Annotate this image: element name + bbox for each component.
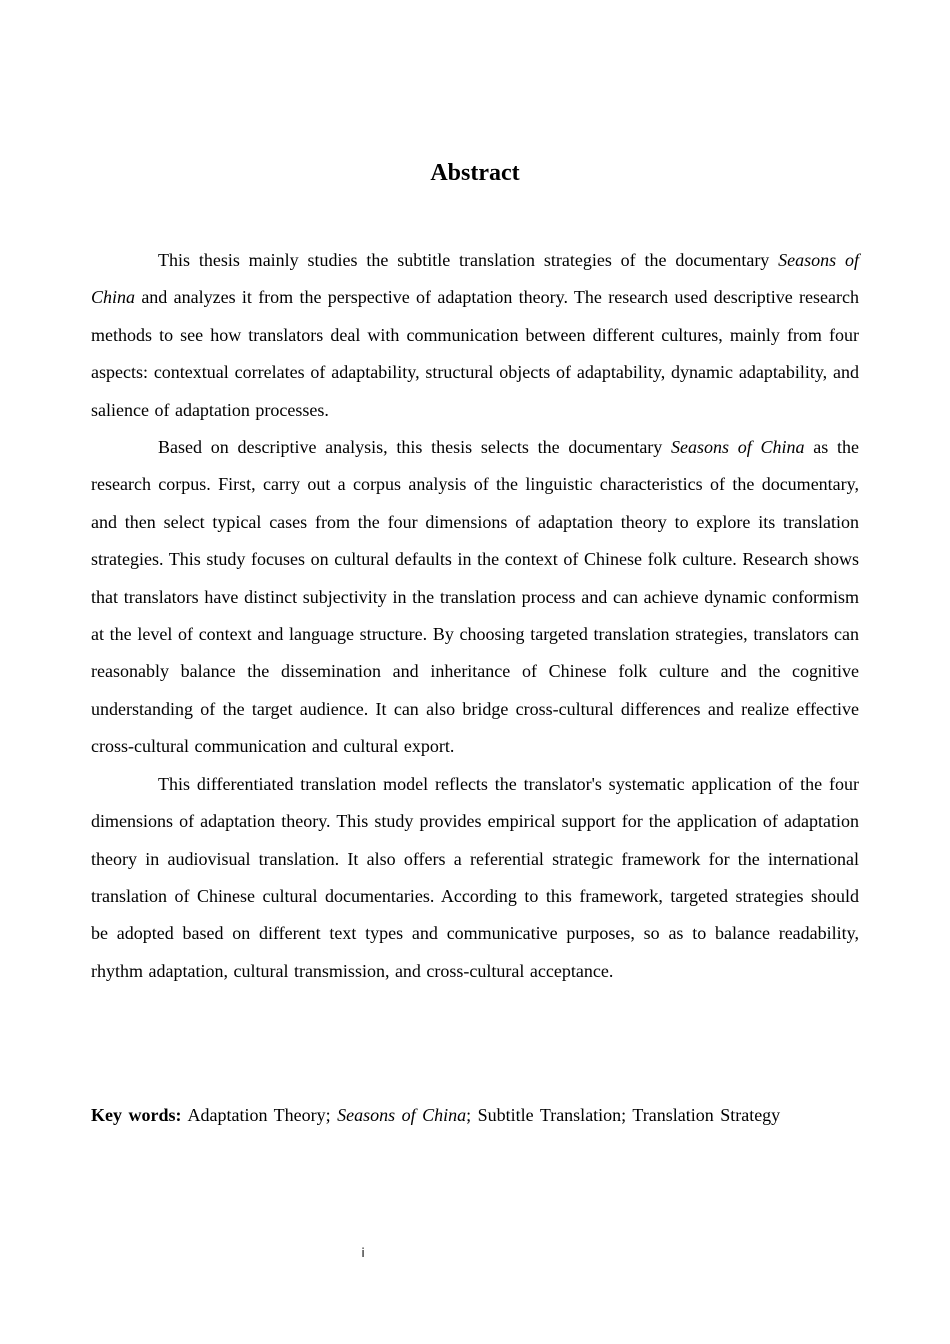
keywords-italic-title: Seasons of China [337, 1105, 467, 1125]
paragraph-2-text-end: as the research corpus. First, carry out a corpus analysis of the linguistic characteristics of the documentary, and then select typical cases from the four dimensions of adaptation theory to explore its translation strategies. This study focuses on cultural defaults in the context of Chinese folk culture. Research shows that translators have distinct subjectivity in the translation process and can achieve dynamic conformism at the level of context and language structure. By choosing targeted translation strategies, translators can reasonably balance the dissemination and inheritance of Chinese folk culture and the cognitive understanding of the target audience. It can also bridge cross-cultural differences and realize effective cross-cultural communication and cultural export. [91, 437, 860, 757]
page-title: Abstract [430, 160, 520, 186]
keywords-line [91, 1098, 871, 1132]
paragraph-2-italic-title: Seasons of China [671, 437, 805, 458]
paragraph-2 [91, 429, 859, 766]
paragraph-1 [91, 242, 859, 429]
paragraph-3 [91, 766, 859, 990]
paragraph-3-text: This differentiated translation model reflects the translator's systematic application of the four dimensions of adaptation theory. This study provides empirical support for the application of adaptation theory in audiovisual translation. It also offers a referential strategic framework for the international translation of Chinese cultural documentaries. According to this framework, targeted strategies should be adopted based on different text types and communicative purposes, so as to balance readability, rhythm adaptation, cultural transmission, and cross-cultural acceptance. [91, 773, 859, 981]
page-number: i [361, 1246, 365, 1260]
paragraph-1-italic-title: Seasons of China [91, 250, 859, 308]
abstract-body [91, 242, 859, 990]
paragraph-1-text-start: This thesis mainly studies the subtitle translation strategies of the documentary [158, 250, 779, 270]
keywords-text-start: Adaptation Theory; [187, 1105, 338, 1125]
paragraph-1-text-end: and analyzes it from the perspective of adaptation theory. The research used descriptive research methods to see how translators deal with communication between different cultures, mainly from four aspects: contextual correlates of adaptability, structural objects of adaptability, dynamic adaptability, and salience of adaptation processes. [91, 287, 859, 420]
keywords-label: Key words: [91, 1105, 182, 1125]
keywords-text-end: ; Subtitle Translation; Translation Strategy [466, 1105, 781, 1125]
paragraph-2-text-start: Based on descriptive analysis, this thesis selects the documentary [158, 437, 672, 458]
